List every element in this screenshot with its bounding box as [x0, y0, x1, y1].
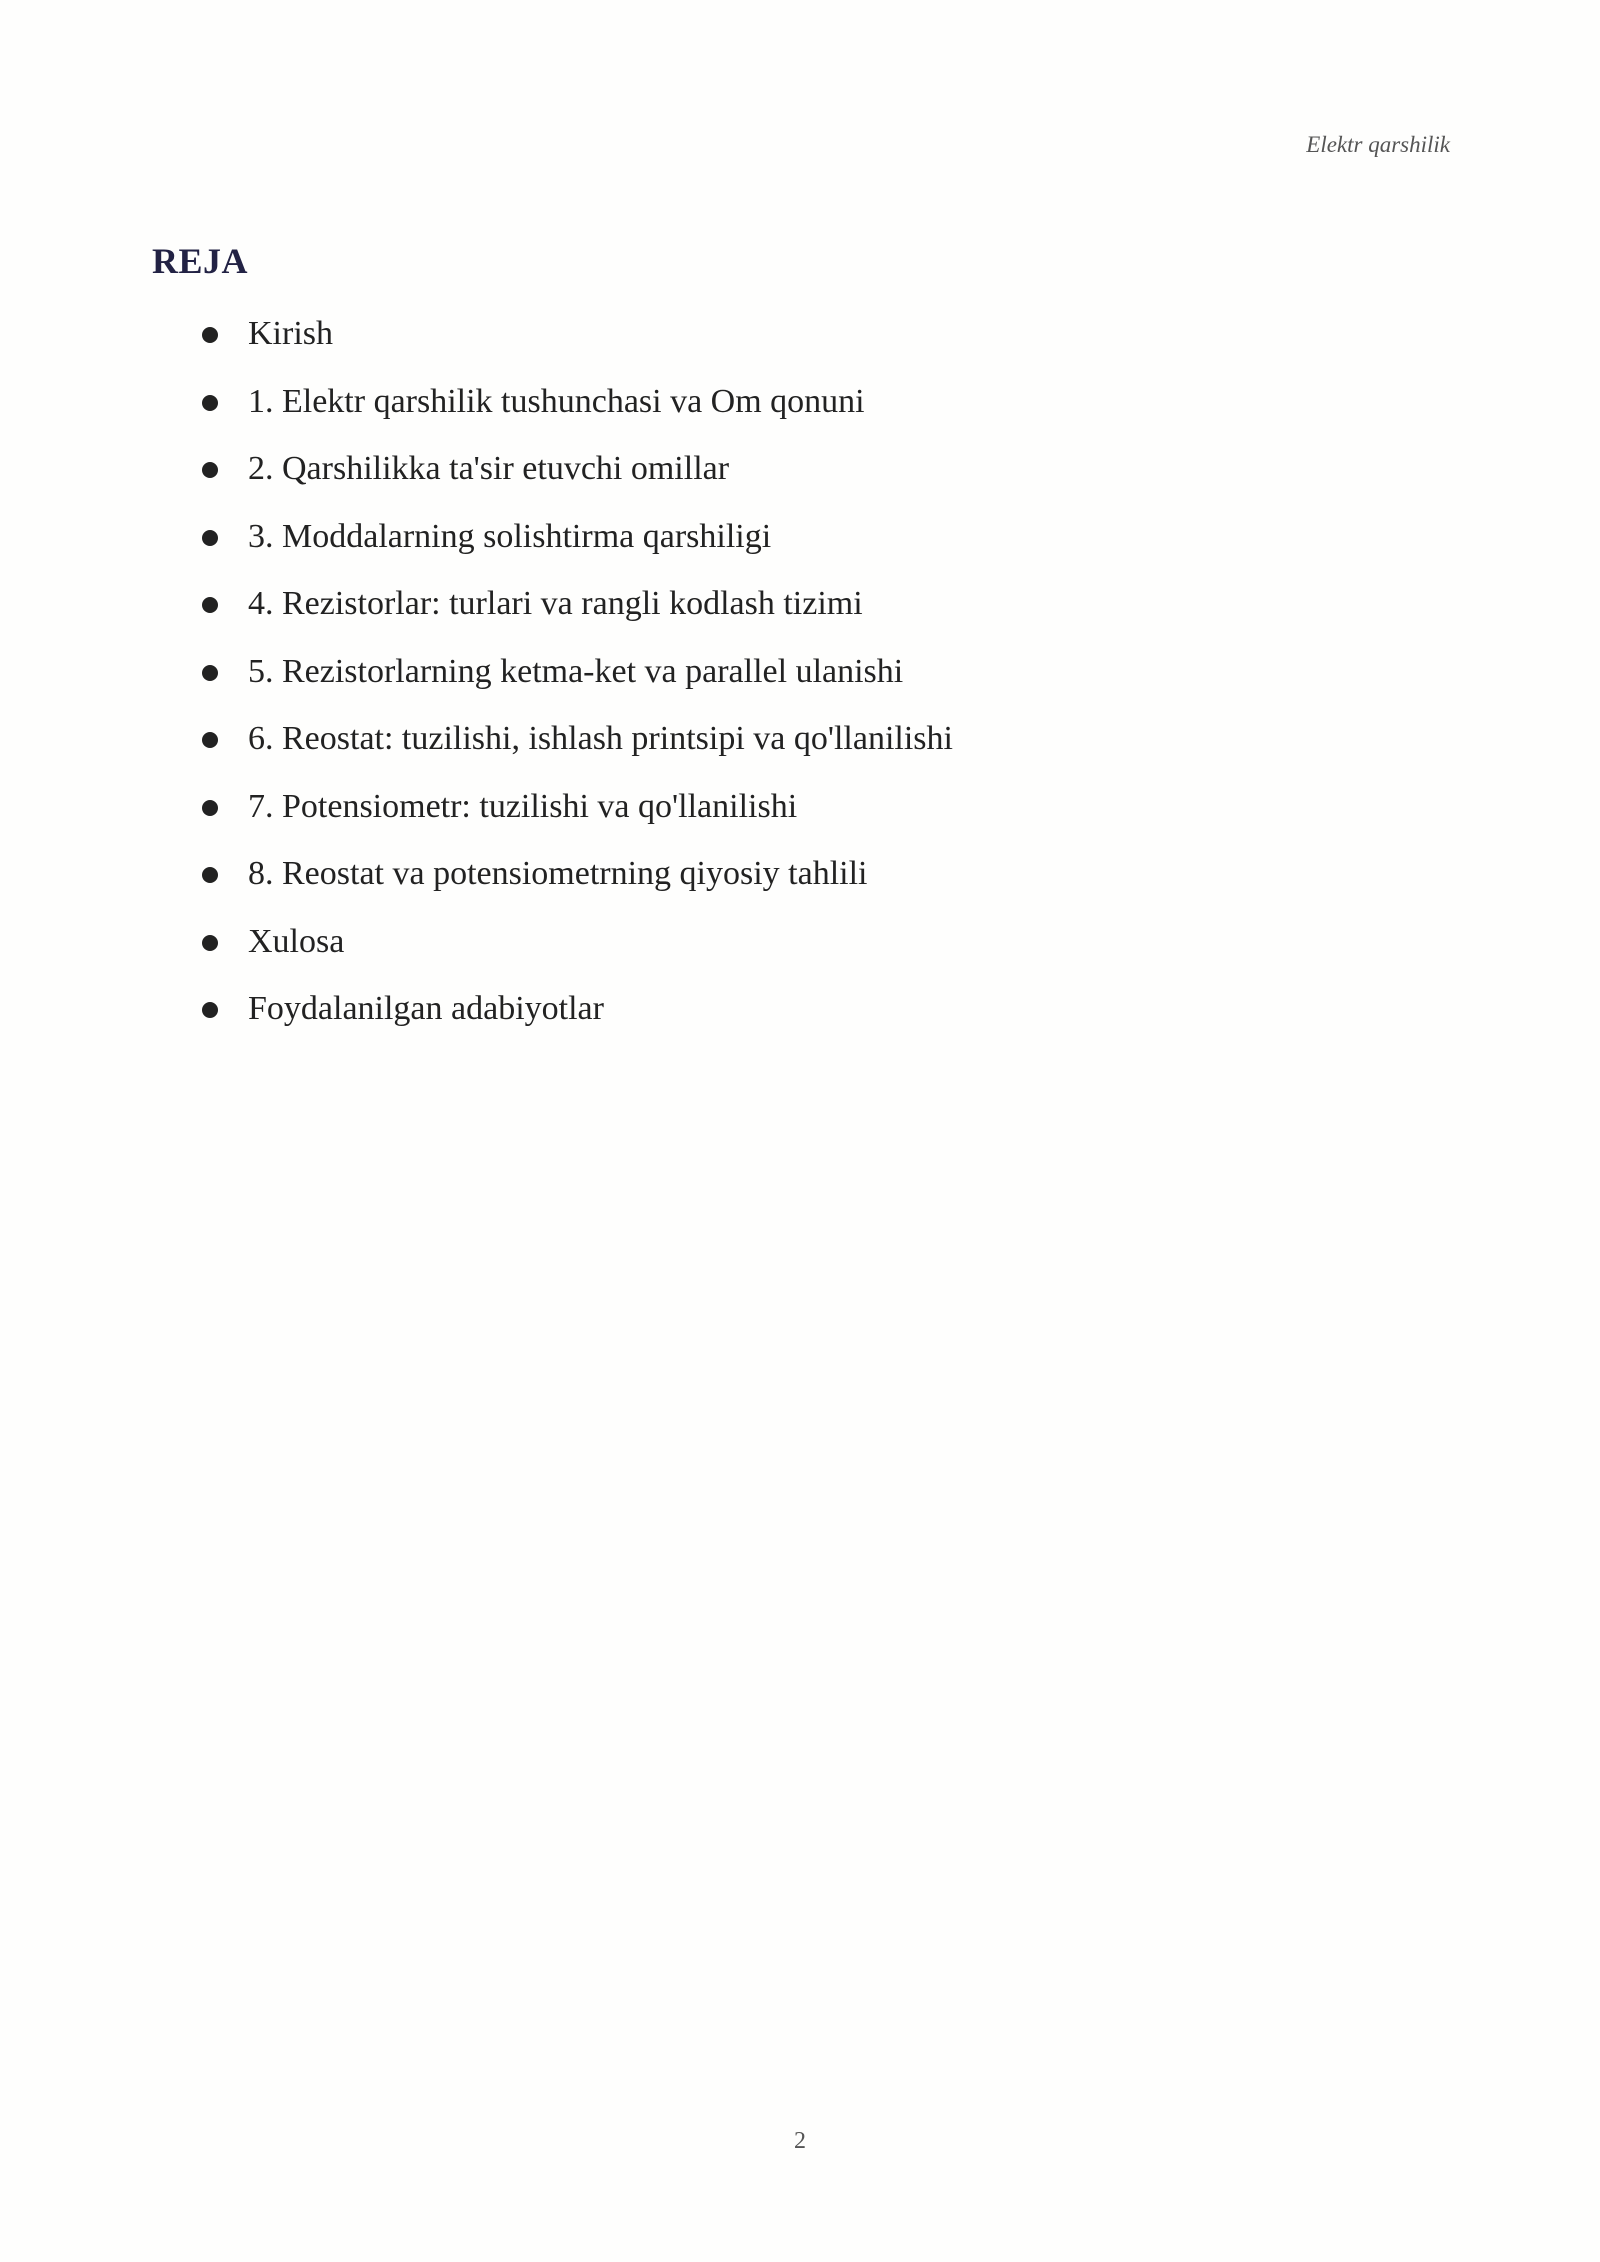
bullet-icon	[202, 665, 218, 681]
bullet-icon	[202, 597, 218, 613]
toc-item-label: Kirish	[248, 315, 333, 352]
toc-item-label: Xulosa	[248, 922, 345, 960]
bullet-icon	[202, 935, 218, 951]
running-header: Elektr qarshilik	[1306, 132, 1450, 157]
toc-item-label: 3. Moddalarning solishtirma qarshiligi	[248, 517, 772, 555]
toc-item	[200, 508, 953, 576]
toc-item	[200, 710, 953, 778]
toc-item-label: Foydalanilgan adabiyotlar	[248, 990, 604, 1027]
page-title: REJA	[152, 241, 249, 281]
toc-item-label: 2. Qarshilikka ta'sir etuvchi omillar	[248, 450, 730, 487]
toc-item-label: 6. Reostat: tuzilishi, ishlash printsipi va qo'llanilishi	[248, 720, 953, 757]
bullet-icon	[202, 800, 218, 816]
toc-item-label: 4. Rezistorlar: turlari va rangli kodlash tizimi	[248, 585, 863, 622]
toc-item-label: 7. Potensiometr: tuzilishi va qo'llanilishi	[248, 787, 798, 825]
toc-item	[200, 778, 953, 846]
toc-item	[200, 643, 953, 711]
toc-item	[200, 845, 953, 913]
toc-item	[200, 980, 953, 1048]
bullet-icon	[202, 732, 218, 748]
toc-list	[200, 305, 953, 1048]
toc-item	[200, 575, 953, 643]
bullet-icon	[202, 462, 218, 478]
toc-item	[200, 913, 953, 981]
bullet-icon	[202, 327, 218, 343]
toc-item	[200, 305, 953, 373]
page-number: 2	[794, 2128, 806, 2154]
bullet-icon	[202, 395, 218, 411]
toc-item	[200, 373, 953, 441]
bullet-icon	[202, 530, 218, 546]
bullet-icon	[202, 867, 218, 883]
toc-item-label: 5. Rezistorlarning ketma-ket va parallel ulanishi	[248, 652, 904, 690]
toc-item-label: 8. Reostat va potensiometrning qiyosiy tahlili	[248, 855, 868, 892]
toc-item	[200, 440, 953, 508]
toc-item-label: 1. Elektr qarshilik tushunchasi va Om qonuni	[248, 382, 865, 420]
bullet-icon	[202, 1002, 218, 1018]
